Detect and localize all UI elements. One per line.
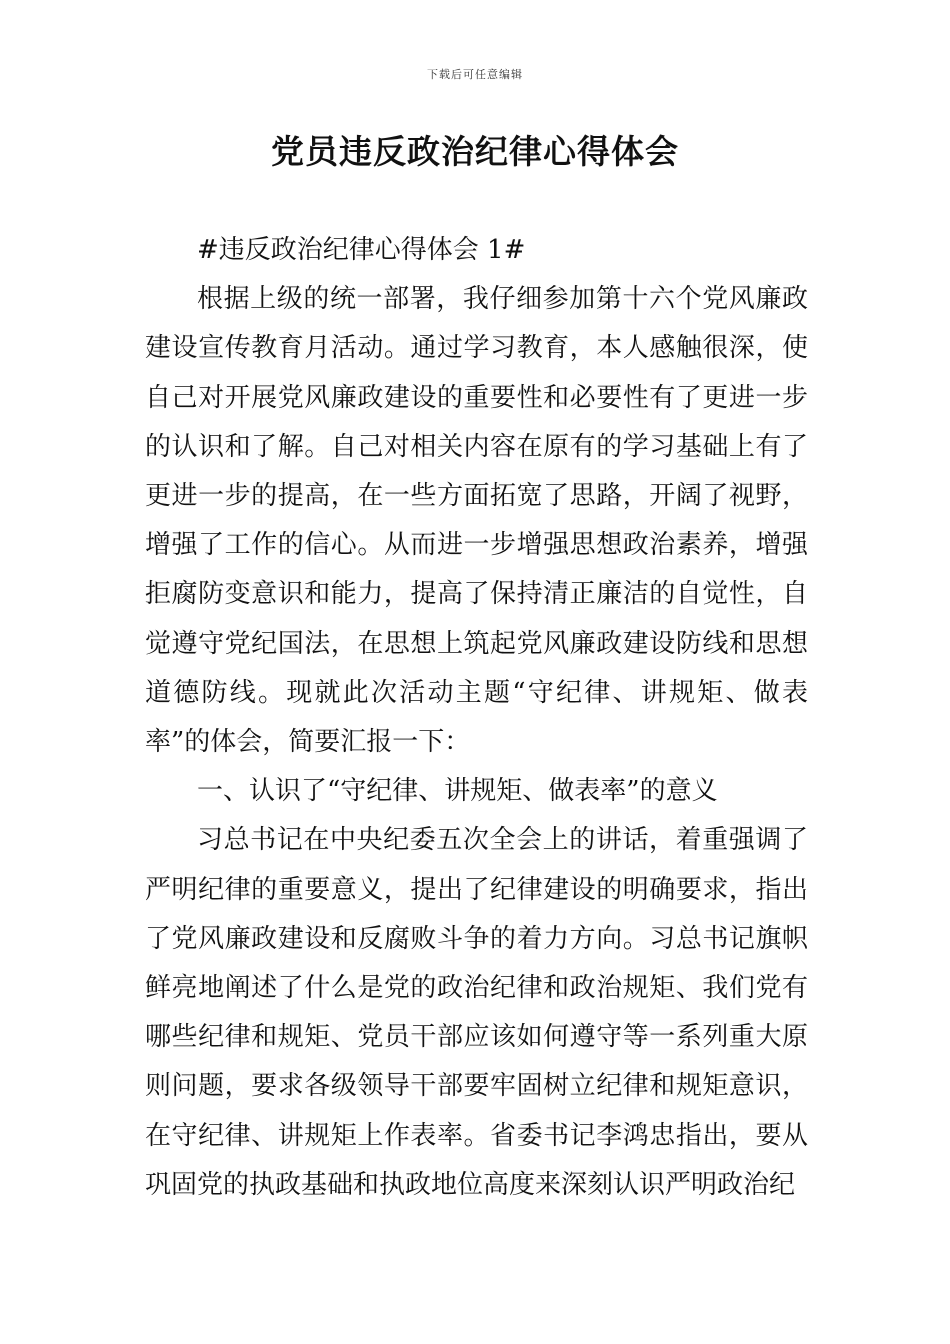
document-body [145,226,808,1210]
section-heading: #违反政治纪律心得体会 1# [197,235,526,265]
body-paragraph: 根据上级的统一部署，我仔细参加第十六个党风廉政建设宣传教育月活动。通过学习教育，本人感触很深，使自己对开展党风廉政建设的重要性和必要性有了更进一步的认识和了解。自己对相关内容在原有的学习基础上有了更进一步的提高，在一些方面拓宽了思路，开阔了视野，增强了工作的信心。从而进一步增强思想政治素养，增强拒腐防变意识和能力，提高了保持清正廉洁的自觉性，自觉遵守党纪国法，在思想上筑起党风廉政建设防线和思想道德防线。现就此次活动主题“守纪律、讲规矩、做表率”的体会，简要汇报一下： [145,284,808,758]
body-paragraph: 习总书记在中央纪委五次全会上的讲话，着重强调了严明纪律的重要意义，提出了纪律建设的明确要求，指出了党风廉政建设和反腐败斗争的着力方向。习总书记旗帜鲜亮地阐述了什么是党的政治纪律和政治规矩、我们党有哪些纪律和规矩、党员干部应该如何遵守等一系列重大原则问题，要求各级领导干部要牢固树立纪律和规矩意识，在守纪律、讲规矩上作表率。省委书记李鸿忠指出，要从巩固党的执政基础和执政地位高度来深刻认识严明政治纪 [145,825,808,1200]
document-title: 党员违反政治纪律心得体会 [271,132,679,171]
page-header-note: 下载后可任意编辑 [427,68,523,81]
subsection-heading: 一、认识了“守纪律、讲规矩、做表率”的意义 [197,776,718,807]
